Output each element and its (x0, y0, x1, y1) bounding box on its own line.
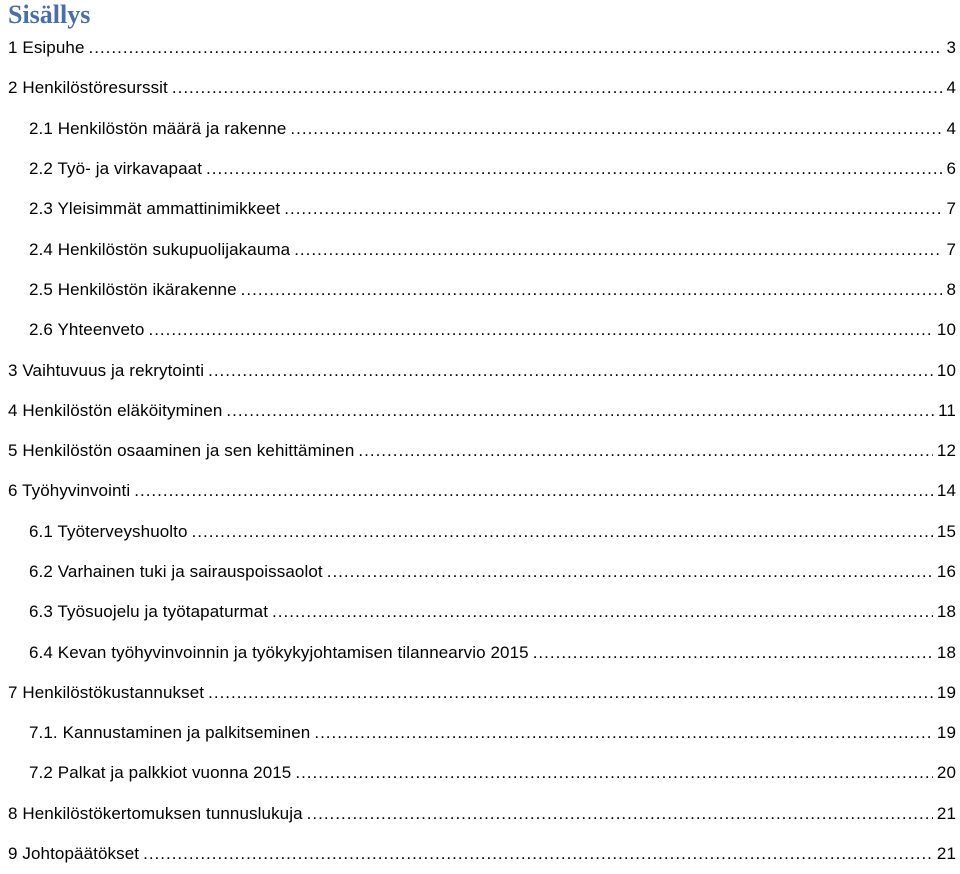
toc-dot-leader (272, 602, 933, 622)
toc-dot-leader (294, 240, 942, 260)
toc-entry-page-number: 8 (946, 279, 956, 299)
toc-entry[interactable] (0, 431, 960, 471)
toc-entry[interactable] (0, 471, 960, 511)
toc-title: Sisällys (8, 0, 91, 29)
toc-entry-label: 5 Henkilöstön osaaminen ja sen kehittäminen (8, 441, 355, 461)
toc-entry[interactable] (0, 673, 960, 713)
toc-dot-leader (241, 280, 943, 300)
toc-entry-label: 2.3 Yleisimmät ammattinimikkeet (29, 199, 281, 219)
toc-entry-page-number: 21 (936, 844, 956, 864)
toc-entry-page-number: 10 (936, 320, 956, 340)
toc-entry[interactable] (0, 713, 960, 753)
toc-entry[interactable] (0, 189, 960, 229)
toc-entry-page-number: 18 (936, 642, 956, 662)
toc-entry-page-number: 14 (936, 481, 956, 501)
toc-entry[interactable] (0, 28, 960, 68)
toc-dot-leader (358, 441, 932, 461)
toc-entry-page-number: 6 (946, 159, 956, 179)
toc-entry[interactable] (0, 350, 960, 390)
toc-entry-label: 1 Esipuhe (8, 38, 85, 58)
toc-entry-page-number: 11 (938, 400, 956, 420)
toc-dot-leader (134, 481, 933, 501)
toc-dot-leader (226, 401, 934, 421)
toc-entry[interactable] (0, 632, 960, 672)
toc-entry-label: 7 Henkilöstökustannukset (8, 682, 205, 702)
toc-entry[interactable] (0, 109, 960, 149)
toc-entry[interactable] (0, 753, 960, 793)
toc-entry-page-number: 4 (946, 118, 956, 138)
toc-entry-page-number: 7 (946, 239, 956, 259)
toc-dot-leader (148, 320, 932, 340)
toc-entry[interactable] (0, 149, 960, 189)
toc-dot-leader (208, 683, 933, 703)
toc-dot-leader (89, 38, 943, 58)
toc-dot-leader (295, 763, 933, 783)
toc-entry-page-number: 15 (936, 521, 956, 541)
toc-entry[interactable] (0, 68, 960, 108)
toc-dot-leader (290, 119, 942, 139)
toc-entry-label: 2.5 Henkilöstön ikärakenne (29, 279, 237, 299)
toc-entry[interactable] (0, 794, 960, 834)
toc-entry-label: 2.4 Henkilöstön sukupuolijakauma (29, 239, 291, 259)
toc-dot-leader (192, 522, 933, 542)
toc-entry-page-number: 19 (936, 682, 956, 702)
toc-entry[interactable] (0, 592, 960, 632)
toc-entry[interactable] (0, 310, 960, 350)
toc-entry-label: 6 Työhyvinvointi (8, 481, 131, 501)
toc-entry-label: 4 Henkilöstön eläköityminen (8, 400, 223, 420)
toc-dot-leader (208, 361, 933, 381)
toc-dot-leader (206, 159, 942, 179)
toc-entry-label: 2.6 Yhteenveto (29, 320, 145, 340)
toc-list (0, 28, 960, 874)
toc-entry-label: 3 Vaihtuvuus ja rekrytointi (8, 360, 205, 380)
toc-entry-page-number: 10 (936, 360, 956, 380)
toc-dot-leader (143, 844, 933, 864)
toc-dot-leader (172, 78, 943, 98)
toc-dot-leader (314, 723, 933, 743)
toc-entry-page-number: 21 (936, 803, 956, 823)
toc-entry-page-number: 12 (936, 441, 956, 461)
toc-entry-label: 6.3 Työsuojelu ja työtapaturmat (29, 602, 269, 622)
toc-entry-label: 2.2 Työ- ja virkavapaat (29, 159, 203, 179)
toc-entry-label: 8 Henkilöstökertomuksen tunnuslukuja (8, 803, 303, 823)
toc-entry-label: 6.4 Kevan työhyvinvoinnin ja työkykyjohtamisen tilannearvio 2015 (29, 642, 529, 662)
toc-entry-label: 2 Henkilöstöresurssit (8, 78, 168, 98)
toc-dot-leader (327, 562, 933, 582)
toc-entry-label: 6.2 Varhainen tuki ja sairauspoissaolot (29, 562, 323, 581)
toc-entry-label: 6.1 Työterveyshuolto (29, 521, 188, 541)
toc-entry-page-number: 7 (946, 199, 956, 219)
toc-entry[interactable] (0, 552, 960, 592)
toc-dot-leader (307, 804, 933, 824)
toc-entry-page-number: 19 (936, 723, 956, 743)
toc-dot-leader (284, 199, 942, 219)
toc-entry-label: 7.1. Kannustaminen ja palkitseminen (29, 723, 311, 743)
toc-entry-page-number: 16 (936, 562, 956, 581)
toc-entry[interactable] (0, 229, 960, 269)
toc-entry[interactable] (0, 512, 960, 552)
toc-entry-label: 9 Johtopäätökset (8, 844, 140, 864)
toc-entry-page-number: 4 (946, 78, 956, 98)
toc-entry-page-number: 20 (936, 763, 956, 783)
toc-entry-page-number: 3 (946, 38, 956, 58)
toc-entry[interactable] (0, 270, 960, 310)
toc-entry[interactable] (0, 834, 960, 874)
toc-entry-label: 7.2 Palkat ja palkkiot vuonna 2015 (29, 763, 292, 783)
toc-entry[interactable] (0, 391, 960, 431)
toc-dot-leader (533, 643, 933, 663)
toc-entry-label: 2.1 Henkilöstön määrä ja rakenne (29, 118, 287, 138)
toc-entry-page-number: 18 (936, 602, 956, 622)
